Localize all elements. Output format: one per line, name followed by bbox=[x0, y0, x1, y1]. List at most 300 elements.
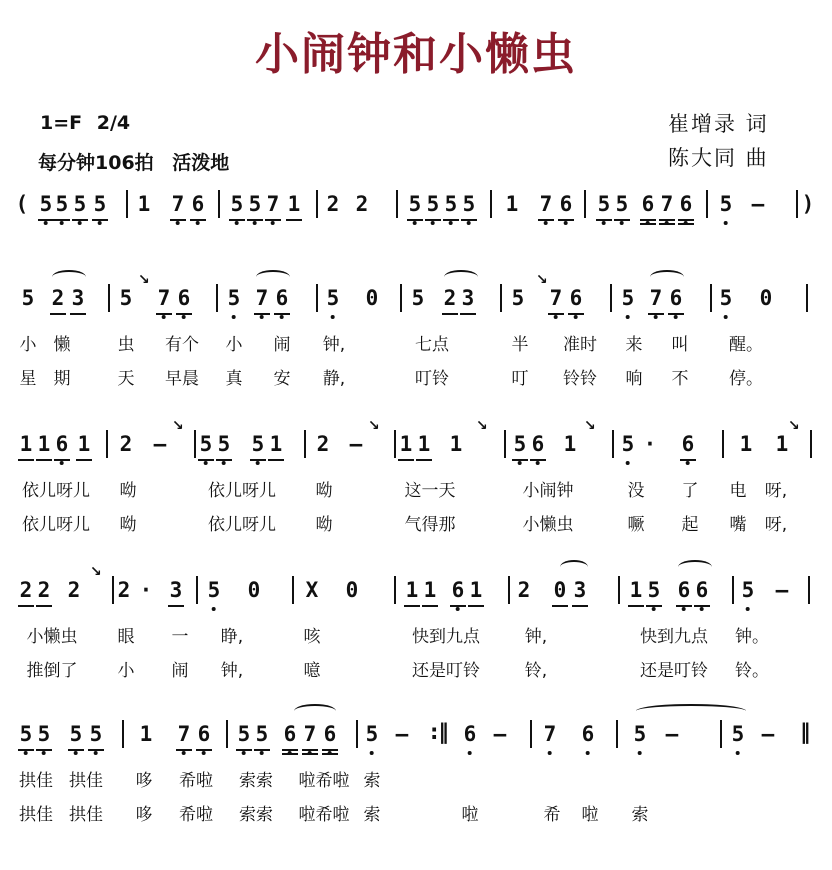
score-note: 0 bbox=[759, 286, 773, 310]
lyric-syllable: 希 bbox=[543, 805, 561, 825]
score-note: 6 bbox=[323, 722, 337, 746]
lyric-syllable: 七点 bbox=[415, 335, 449, 355]
score-note: 7 bbox=[171, 192, 185, 216]
lyric-syllable: 呦 bbox=[315, 515, 333, 535]
bar-line bbox=[732, 576, 734, 604]
score-note: 5 bbox=[55, 192, 69, 216]
score-note: 6 bbox=[283, 722, 297, 746]
lyric-syllable: 天 bbox=[117, 369, 135, 389]
bar-line bbox=[706, 190, 708, 218]
beam-line bbox=[72, 219, 88, 221]
bar-line bbox=[508, 576, 510, 604]
tie-slur bbox=[636, 704, 746, 718]
score-note: 1 bbox=[449, 432, 463, 456]
beam-line bbox=[250, 459, 266, 461]
lyric-syllable: 呦 bbox=[119, 481, 137, 501]
tempo-line bbox=[38, 148, 229, 175]
lyric-syllable: 推倒了 bbox=[26, 661, 78, 681]
score-note: 5 bbox=[719, 192, 733, 216]
lyric-syllable: 气得那 bbox=[404, 515, 456, 535]
accent-arrow-icon: ↘ bbox=[788, 418, 800, 434]
lyric-syllable: 还是叮铃 bbox=[412, 661, 480, 681]
score-note: 6 bbox=[677, 578, 691, 602]
beam-line bbox=[36, 459, 52, 461]
score-note: 5 bbox=[444, 192, 458, 216]
score-note: 5 bbox=[230, 192, 244, 216]
beam-line bbox=[512, 459, 528, 461]
accent-arrow-icon: ↘ bbox=[172, 418, 184, 434]
score-note: 1 bbox=[405, 578, 419, 602]
lyric-syllable: 依儿呀儿 bbox=[22, 515, 90, 535]
composer-credit: 陈大同 曲 bbox=[668, 146, 769, 170]
score-note: 1 bbox=[423, 578, 437, 602]
accent-arrow-icon: ↘ bbox=[368, 418, 380, 434]
score-note: 5 bbox=[731, 722, 745, 746]
score-note: 2 bbox=[355, 192, 369, 216]
beam-line bbox=[70, 313, 86, 315]
lyric-syllable: 铃, bbox=[524, 661, 548, 681]
score-note: 5 bbox=[207, 578, 221, 602]
lyric-syllable: 起 bbox=[681, 515, 699, 535]
lyric-syllable: 索 bbox=[363, 771, 381, 791]
lyric-syllable: 拱佳 bbox=[69, 771, 103, 791]
score-note: 5 bbox=[217, 432, 231, 456]
score-note: 6 bbox=[695, 578, 709, 602]
final-barline-icon: ‖ bbox=[800, 720, 811, 744]
tie-slur bbox=[560, 560, 588, 574]
lyric-syllable: 哆 bbox=[135, 771, 153, 791]
bar-line bbox=[396, 190, 398, 218]
beam-line bbox=[168, 605, 184, 607]
lyric-syllable: 了 bbox=[681, 481, 699, 501]
score-note: 2 bbox=[19, 578, 33, 602]
score-note: 6 bbox=[197, 722, 211, 746]
beam-line bbox=[54, 219, 70, 221]
score-note: 1 bbox=[269, 432, 283, 456]
beam-line bbox=[190, 219, 206, 221]
beam-line bbox=[156, 313, 172, 315]
beam-line bbox=[247, 219, 263, 221]
lyric-syllable: 小 bbox=[117, 661, 135, 681]
time-signature: 2/4 bbox=[96, 112, 131, 134]
score-note: 6 bbox=[463, 722, 477, 746]
score-note: 2 bbox=[51, 286, 65, 310]
score-note: 5 bbox=[227, 286, 241, 310]
lyric-syllable: 眼 bbox=[117, 627, 135, 647]
lyric-syllable: 拱佳 bbox=[19, 805, 53, 825]
score-note: 7 bbox=[649, 286, 663, 310]
score-note: 5 bbox=[621, 286, 635, 310]
score-note: 1 bbox=[139, 722, 153, 746]
beam-line bbox=[76, 459, 92, 461]
score-note: ) bbox=[801, 192, 815, 216]
score-note: 6 bbox=[451, 578, 465, 602]
beam-line bbox=[404, 605, 420, 607]
bar-line bbox=[796, 190, 798, 218]
bar-line bbox=[394, 430, 396, 458]
bar-line bbox=[616, 720, 618, 748]
bar-line bbox=[500, 284, 502, 312]
score-note: 7 bbox=[255, 286, 269, 310]
lyric-syllable: 呀, bbox=[764, 481, 788, 501]
score-note: 5 bbox=[511, 286, 525, 310]
beam-line bbox=[176, 313, 192, 315]
beam-line bbox=[676, 605, 692, 607]
score-note: 5 bbox=[462, 192, 476, 216]
lyric-syllable: 索索 bbox=[239, 771, 273, 791]
tie-slur bbox=[256, 270, 290, 284]
bar-line bbox=[316, 284, 318, 312]
lyric-syllable: 依儿呀儿 bbox=[208, 481, 276, 501]
score-note: · bbox=[139, 578, 153, 602]
bar-line bbox=[610, 284, 612, 312]
repeat-sign-icon: :‖ bbox=[430, 720, 449, 744]
score-note: 5 bbox=[93, 192, 107, 216]
score-note: 1 bbox=[137, 192, 151, 216]
score-note: 5 bbox=[719, 286, 733, 310]
lyric-syllable: 有个 bbox=[165, 335, 199, 355]
score-note: – bbox=[153, 432, 167, 456]
bar-line bbox=[490, 190, 492, 218]
beam-line bbox=[322, 753, 338, 755]
score-note: 5 bbox=[513, 432, 527, 456]
tempo: 每分钟106拍 bbox=[38, 152, 154, 174]
score-note: 6 bbox=[679, 192, 693, 216]
beam-line bbox=[68, 749, 84, 751]
score-note: 7 bbox=[660, 192, 674, 216]
beam-line bbox=[92, 219, 108, 221]
lyric-syllable: 索 bbox=[363, 805, 381, 825]
score-note: 2 bbox=[443, 286, 457, 310]
lyric-syllable: 小懒虫 bbox=[522, 515, 574, 535]
lyric-syllable: 期 bbox=[53, 369, 71, 389]
song-title: 小闹钟和小懒虫 bbox=[255, 29, 577, 80]
lyric-syllable: 钟, bbox=[220, 661, 244, 681]
beam-line bbox=[36, 749, 52, 751]
lyric-syllable: 安 bbox=[273, 369, 291, 389]
lyric-syllable: 这一天 bbox=[404, 481, 456, 501]
beam-line bbox=[443, 219, 459, 221]
lyric-syllable: 来 bbox=[625, 335, 643, 355]
score-note: 1 bbox=[287, 192, 301, 216]
beam-line bbox=[468, 605, 484, 607]
lyric-syllable: 铃铃 bbox=[563, 369, 597, 389]
lyric-syllable: 停。 bbox=[729, 369, 763, 389]
score-note: 2 bbox=[117, 578, 131, 602]
score-note: 7 bbox=[543, 722, 557, 746]
lyric-syllable: 依儿呀儿 bbox=[22, 481, 90, 501]
score-note: 0 bbox=[345, 578, 359, 602]
beam-line bbox=[254, 749, 270, 751]
bar-line bbox=[720, 720, 722, 748]
score-note: 5 bbox=[621, 432, 635, 456]
score-note: 6 bbox=[681, 432, 695, 456]
score-note: 5 bbox=[19, 722, 33, 746]
accent-arrow-icon: ↘ bbox=[476, 418, 488, 434]
lyric-syllable: 啦希啦 bbox=[298, 771, 350, 791]
bar-line bbox=[612, 430, 614, 458]
bar-line bbox=[194, 430, 196, 458]
beam-line bbox=[678, 219, 694, 221]
score-note: X bbox=[305, 578, 319, 602]
bar-line bbox=[106, 430, 108, 458]
beam-line bbox=[422, 605, 438, 607]
score-note: 1 bbox=[19, 432, 33, 456]
beam-line bbox=[18, 605, 34, 607]
beam-line bbox=[265, 219, 281, 221]
lyric-syllable: 小闹钟 bbox=[522, 481, 574, 501]
beam-line bbox=[648, 313, 664, 315]
lyric-syllable: 索索 bbox=[239, 805, 273, 825]
bar-line bbox=[126, 190, 128, 218]
beam-line bbox=[680, 459, 696, 461]
score-note: 5 bbox=[365, 722, 379, 746]
score-note: 1 bbox=[739, 432, 753, 456]
lyric-syllable: 一 bbox=[171, 627, 189, 647]
lyric-syllable: 睁, bbox=[220, 627, 244, 647]
bar-line bbox=[196, 576, 198, 604]
beam-line bbox=[196, 749, 212, 751]
score-note: 5 bbox=[251, 432, 265, 456]
lyric-syllable: 星 bbox=[19, 369, 37, 389]
score-note: 5 bbox=[73, 192, 87, 216]
beam-line bbox=[552, 605, 568, 607]
score-note: 6 bbox=[191, 192, 205, 216]
bar-line bbox=[618, 576, 620, 604]
lyric-syllable: 钟, bbox=[524, 627, 548, 647]
bar-line bbox=[530, 720, 532, 748]
lyricist-credit: 崔增录 词 bbox=[668, 112, 769, 136]
score-note: 5 bbox=[426, 192, 440, 216]
lyric-syllable: 叮 bbox=[511, 369, 529, 389]
lyric-syllable: 真 bbox=[225, 369, 243, 389]
score-note: 5 bbox=[411, 286, 425, 310]
beam-line bbox=[572, 605, 588, 607]
score-note: 7 bbox=[303, 722, 317, 746]
lyric-syllable: 闹 bbox=[273, 335, 291, 355]
key-signature bbox=[40, 112, 130, 134]
beam-line bbox=[461, 219, 477, 221]
beam-line bbox=[36, 605, 52, 607]
beam-line bbox=[530, 459, 546, 461]
bar-line bbox=[122, 720, 124, 748]
beam-line bbox=[38, 219, 54, 221]
beam-line bbox=[450, 605, 466, 607]
lyric-syllable: 钟, bbox=[322, 335, 346, 355]
lyric-syllable: 叮铃 bbox=[415, 369, 449, 389]
score-note: 1 bbox=[775, 432, 789, 456]
lyric-syllable: 拱佳 bbox=[69, 805, 103, 825]
lyric-syllable: 闹 bbox=[171, 661, 189, 681]
beam-line bbox=[302, 753, 318, 755]
score-note: 1 bbox=[37, 432, 51, 456]
lyric-syllable: 啦 bbox=[581, 805, 599, 825]
beam-line bbox=[538, 219, 554, 221]
beam-line bbox=[558, 219, 574, 221]
beam-line bbox=[274, 313, 290, 315]
score-note: 1 bbox=[77, 432, 91, 456]
lyric-syllable: 啦希啦 bbox=[298, 805, 350, 825]
score-note: 5 bbox=[248, 192, 262, 216]
beam-line bbox=[236, 749, 252, 751]
score-note: – bbox=[665, 722, 679, 746]
beam-line bbox=[407, 219, 423, 221]
bar-line bbox=[400, 284, 402, 312]
tie-slur bbox=[52, 270, 86, 284]
lyric-syllable: 钟。 bbox=[735, 627, 769, 647]
lyric-syllable: 铃。 bbox=[735, 661, 769, 681]
beam-line bbox=[694, 605, 710, 607]
score-note: 0 bbox=[553, 578, 567, 602]
score-note: 7 bbox=[177, 722, 191, 746]
accent-arrow-icon: ↘ bbox=[584, 418, 596, 434]
bar-line bbox=[722, 430, 724, 458]
beam-line bbox=[322, 749, 338, 751]
key-label: 1=F bbox=[40, 112, 83, 134]
score-note: 2 bbox=[517, 578, 531, 602]
beam-line bbox=[176, 749, 192, 751]
beam-line bbox=[170, 219, 186, 221]
score-note: – bbox=[493, 722, 507, 746]
beam-line bbox=[398, 459, 414, 461]
mood: 活泼地 bbox=[172, 152, 230, 174]
score-note: 6 bbox=[55, 432, 69, 456]
score-note: 2 bbox=[326, 192, 340, 216]
bar-line bbox=[356, 720, 358, 748]
lyric-syllable: 还是叮铃 bbox=[640, 661, 708, 681]
beam-line bbox=[568, 313, 584, 315]
lyric-syllable: 叫 bbox=[671, 335, 689, 355]
beam-line bbox=[229, 219, 245, 221]
lyric-syllable: 早晨 bbox=[165, 369, 199, 389]
lyric-syllable: 希啦 bbox=[179, 771, 213, 791]
beam-line bbox=[646, 605, 662, 607]
tie-slur bbox=[294, 704, 336, 718]
beam-line bbox=[548, 313, 564, 315]
beam-line bbox=[88, 749, 104, 751]
score-note: 5 bbox=[69, 722, 83, 746]
score-note: 5 bbox=[326, 286, 340, 310]
score-note: 5 bbox=[119, 286, 133, 310]
lyric-syllable: 呦 bbox=[119, 515, 137, 535]
lyric-syllable: 噘 bbox=[627, 515, 645, 535]
score-note: 5 bbox=[237, 722, 251, 746]
beam-line bbox=[282, 749, 298, 751]
beam-line bbox=[668, 313, 684, 315]
lyric-syllable: 虫 bbox=[117, 335, 135, 355]
score-note: 6 bbox=[275, 286, 289, 310]
lyric-syllable: 噫 bbox=[303, 661, 321, 681]
bar-line bbox=[292, 576, 294, 604]
beam-line bbox=[54, 459, 70, 461]
bar-line bbox=[584, 190, 586, 218]
accent-arrow-icon: ↘ bbox=[138, 272, 150, 288]
bar-line bbox=[810, 430, 812, 458]
lyric-syllable: 懒 bbox=[53, 335, 71, 355]
bar-line bbox=[710, 284, 712, 312]
lyric-syllable: 咳 bbox=[303, 627, 321, 647]
score-note: 0 bbox=[247, 578, 261, 602]
score-note: 2 bbox=[67, 578, 81, 602]
score-note: – bbox=[751, 192, 765, 216]
beam-line bbox=[198, 459, 214, 461]
score-note: 1 bbox=[563, 432, 577, 456]
lyric-syllable: 希啦 bbox=[179, 805, 213, 825]
lyric-syllable: 醒。 bbox=[729, 335, 763, 355]
score-note: 5 bbox=[255, 722, 269, 746]
score-note: 5 bbox=[199, 432, 213, 456]
score-note: 5 bbox=[615, 192, 629, 216]
lyric-syllable: 呦 bbox=[315, 481, 333, 501]
beam-line bbox=[282, 753, 298, 755]
score-note: 5 bbox=[39, 192, 53, 216]
lyric-syllable: 嘴 bbox=[729, 515, 747, 535]
beam-line bbox=[50, 313, 66, 315]
lyric-syllable: 小 bbox=[19, 335, 37, 355]
score-note: 1 bbox=[417, 432, 431, 456]
bar-line bbox=[304, 430, 306, 458]
score-note: – bbox=[775, 578, 789, 602]
score-note: 6 bbox=[669, 286, 683, 310]
bar-line bbox=[218, 190, 220, 218]
beam-line bbox=[254, 313, 270, 315]
beam-line bbox=[216, 459, 232, 461]
lyric-syllable: 电 bbox=[729, 481, 747, 501]
bar-line bbox=[504, 430, 506, 458]
beam-line bbox=[268, 459, 284, 461]
lyric-syllable: 准时 bbox=[563, 335, 597, 355]
score-note: 5 bbox=[89, 722, 103, 746]
lyric-syllable: 索 bbox=[631, 805, 649, 825]
beam-line bbox=[640, 219, 656, 221]
score-note: 6 bbox=[641, 192, 655, 216]
score-note: 7 bbox=[549, 286, 563, 310]
lyric-syllable: 静, bbox=[322, 369, 346, 389]
score-note: 2 bbox=[119, 432, 133, 456]
beam-line bbox=[659, 219, 675, 221]
score-note: 7 bbox=[539, 192, 553, 216]
score-note: – bbox=[349, 432, 363, 456]
bar-line bbox=[394, 576, 396, 604]
score-note: 6 bbox=[177, 286, 191, 310]
bar-line bbox=[316, 190, 318, 218]
score-note: 6 bbox=[531, 432, 545, 456]
beam-line bbox=[302, 749, 318, 751]
beam-line bbox=[286, 219, 302, 221]
beam-line bbox=[416, 459, 432, 461]
lyric-syllable: 快到九点 bbox=[640, 627, 708, 647]
score-note: 5 bbox=[633, 722, 647, 746]
tie-slur bbox=[650, 270, 684, 284]
score-note: 5 bbox=[597, 192, 611, 216]
lyric-syllable: 不 bbox=[671, 369, 689, 389]
lyric-syllable: 依儿呀儿 bbox=[208, 515, 276, 535]
score-note: 1 bbox=[399, 432, 413, 456]
beam-line bbox=[18, 459, 34, 461]
score-note: 1 bbox=[469, 578, 483, 602]
lyric-syllable: 小懒虫 bbox=[26, 627, 78, 647]
beam-line bbox=[425, 219, 441, 221]
score-note: – bbox=[395, 722, 409, 746]
score-note: 3 bbox=[169, 578, 183, 602]
score-note: 7 bbox=[266, 192, 280, 216]
score-note: 5 bbox=[647, 578, 661, 602]
score-note: 1 bbox=[505, 192, 519, 216]
bar-line bbox=[112, 576, 114, 604]
score-note: ( bbox=[15, 192, 29, 216]
score-note: 6 bbox=[559, 192, 573, 216]
score-note: 2 bbox=[316, 432, 330, 456]
